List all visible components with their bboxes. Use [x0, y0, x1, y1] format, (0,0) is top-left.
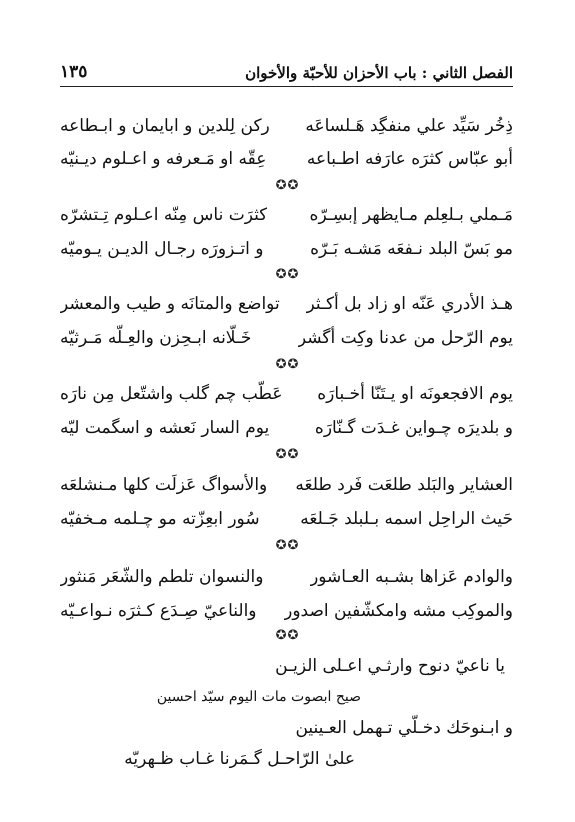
- running-header: [60, 52, 513, 82]
- verse-second-hemistich: عِقّه او مَـعرفه و اعـلوم ديـنيّه: [60, 149, 267, 169]
- verse-first-hemistich: يوم الافجعونَه او يـتَنّا أخـبارَه: [317, 384, 513, 404]
- verse-line: [60, 562, 513, 592]
- verse-first-hemistich: والموكِب مشه وامكشّفين اصدور: [284, 601, 513, 621]
- verse-line: [60, 111, 513, 141]
- verse-first-hemistich: مَـملي بـلعِلم مـايظهر إبسِـرّه: [309, 205, 513, 225]
- verse-first-hemistich: حَيث الراحِل اسمه بـلبلد جَـلعَه: [300, 509, 513, 529]
- verse-first-hemistich: هـذ الأدري عَنّه او زاد بل أكـثر: [306, 294, 513, 314]
- header-rule: [60, 86, 513, 87]
- page-number: ١٣٥: [60, 62, 88, 82]
- verse-second-hemistich: و اتـزورَه رجـال الديـن يـوميّه: [60, 239, 264, 259]
- stanza-separator: ✪✪: [275, 538, 300, 553]
- verse-second-hemistich: والأسواگ عَزلَت كلها مـنشلعَه: [60, 475, 268, 495]
- verse-line: [60, 144, 513, 174]
- closing-line: صيح ابصوت مات اليوم سيّد احسين: [156, 689, 361, 705]
- stanza-separator: ✪✪: [275, 447, 300, 462]
- verse-second-hemistich: يوم السار نَعشه و اسگمت ليّه: [60, 418, 270, 438]
- verse-line: [60, 289, 513, 319]
- stanza-separator: ✪✪: [275, 178, 300, 193]
- verse-line: [60, 379, 513, 409]
- verse-line: [60, 596, 513, 626]
- verse-line: [60, 323, 513, 353]
- verse-first-hemistich: والوادم عَزاها بشـبه العـاشور: [310, 567, 513, 587]
- verse-second-hemistich: سُور ابعِزّته مو چـلمه مـخفيّه: [60, 509, 260, 529]
- verse-line: [60, 234, 513, 264]
- verse-first-hemistich: و بلديرَه چـواين غـدَت گـنّارَه: [314, 418, 513, 438]
- verse-line: [60, 413, 513, 443]
- closing-line: علىٰ الرّاحـل گـمَرنا غـاب ظـهريّه: [124, 749, 355, 769]
- verse-first-hemistich: أبو عبّاس كثرَه عارَفه اطـباعه: [306, 149, 513, 169]
- verse-line: [60, 200, 513, 230]
- verse-line: [60, 470, 513, 500]
- verse-line: [60, 504, 513, 534]
- verse-second-hemistich: كثرَت ناس مِنّه اعـلوم تِـتشرّه: [60, 205, 268, 225]
- verse-second-hemistich: تواضع والمتانَه و طيب والمعشر: [60, 294, 280, 314]
- verse-second-hemistich: ركن لِلدين و ابايمان و ابـطاعه: [60, 116, 270, 136]
- stanza-separator: ✪✪: [275, 357, 300, 372]
- verse-first-hemistich: ذِخُر سَيِّد علي منفگِد هَـلساعَه: [305, 116, 513, 136]
- verse-second-hemistich: والناعيّ صِـدَع كـثرَه نـواعـيّه: [60, 601, 257, 621]
- stanza-separator: ✪✪: [275, 267, 300, 282]
- verse-first-hemistich: العشاير والبَلد طلعَت فَرد طلعَه: [295, 475, 513, 495]
- verse-second-hemistich: عَطّب چم گلب واشتّعل مِن نارَه: [60, 384, 283, 404]
- verse-second-hemistich: خَـلّانه ابـحِزن والعِـلّه مَـرثيّه: [60, 328, 252, 348]
- verse-first-hemistich: يوم الرّحل من عدنا وكِت أگشر: [297, 328, 513, 348]
- closing-line: يا ناعيّ دنوح وارثـي اعـلى الزيـن: [275, 656, 505, 676]
- stanza-separator: ✪✪: [275, 628, 300, 643]
- verse-first-hemistich: مو بَسّ البلد نـفعَه مَشـه بَـرّه: [310, 239, 513, 259]
- closing-line: و ابـنوحَك دخـلّي تـهمل العـينين: [295, 718, 513, 738]
- verse-second-hemistich: والنسوان تلطم والشّعَر مَنثور: [60, 567, 264, 587]
- chapter-title: الفصل الثاني : باب الأحزان للأحبّة والأخوان: [245, 64, 513, 82]
